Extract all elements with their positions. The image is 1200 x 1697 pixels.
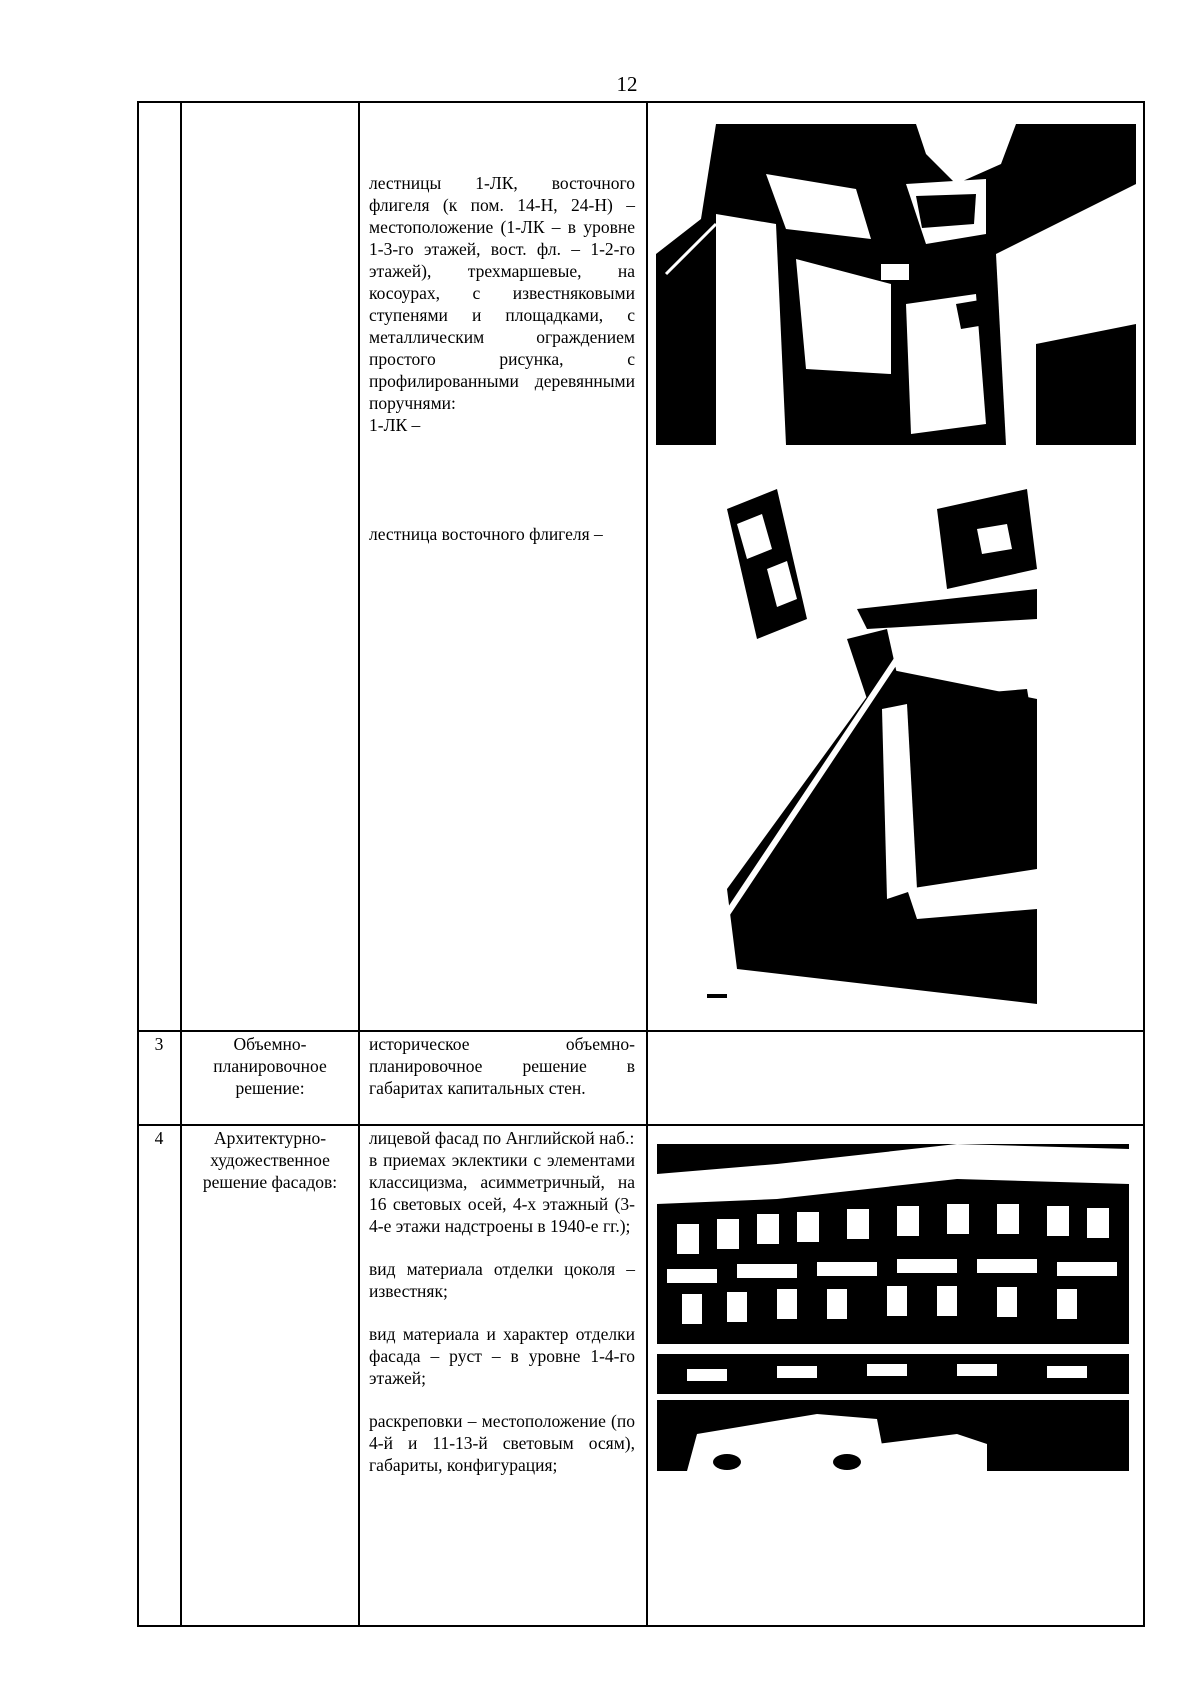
table-divider-col1 [180, 101, 182, 1627]
staircase-1lk-caption: 1-ЛК – [369, 415, 421, 435]
facade-finish: вид материала и характер отделки фасада – руст – в уровне 1-4-го этажей; [369, 1324, 635, 1388]
staircase-1lk-photo [656, 124, 1136, 445]
facade-style: в приемах эклектики с элементами классицизма, асимметричный, на 16 световых осей, 4-х этажный (3-4-е этажи надстроены в 1940-е гг.); [369, 1150, 635, 1236]
page-number: 12 [616, 72, 638, 96]
table-border-bottom [137, 1625, 1145, 1627]
row-3-number: 3 [154, 1034, 164, 1054]
facade-heading: лицевой фасад по Английской наб.: [369, 1128, 635, 1148]
row-4-number: 4 [154, 1128, 164, 1148]
table-divider-col3 [646, 101, 648, 1627]
table-row-divider [137, 1030, 1145, 1032]
object-description-table [137, 101, 1145, 1627]
plinth-material: вид материала отделки цоколя – известняк; [369, 1259, 635, 1301]
projections: раскреповки – местоположение (по 4-й и 11-13-й световым осям), габариты, конфигурация; [369, 1411, 635, 1475]
table-row-divider [137, 1124, 1145, 1126]
table-divider-col2 [358, 101, 360, 1627]
facade-photo [657, 1144, 1129, 1471]
east-wing-staircase-caption: лестница восточного флигеля – [369, 524, 603, 544]
row-3-label: Объемно-планировочное решение: [213, 1034, 327, 1098]
row-4-label: Архитектурно-художественное решение фасадов: [202, 1128, 338, 1192]
staircase-description: лестницы 1-ЛК, восточного флигеля (к пом. 14-Н, 24-Н) – местоположение (1-ЛК – в уровне 1-3-го этажей, вост. фл. – 1-2-го этажей), трехмаршевые, на косоурах, с известняковыми ступенями и площадками, с металлическим ограждением простого рисунка, с профилированными деревянными поручнями: [369, 173, 635, 413]
staircase-east-wing-photo [707, 469, 1072, 1004]
east-wing-staircase-caption-cell [369, 523, 635, 545]
row-4-description-cell [369, 1127, 635, 1476]
table-border-top [137, 101, 1145, 103]
staircase-description-cell [369, 172, 635, 436]
table-border-left [137, 101, 139, 1627]
table-border-right [1143, 101, 1145, 1627]
row-3-description: историческое объемно-планировочное решение в габаритах капитальных стен. [369, 1034, 635, 1098]
row-3-description-cell [369, 1033, 635, 1099]
